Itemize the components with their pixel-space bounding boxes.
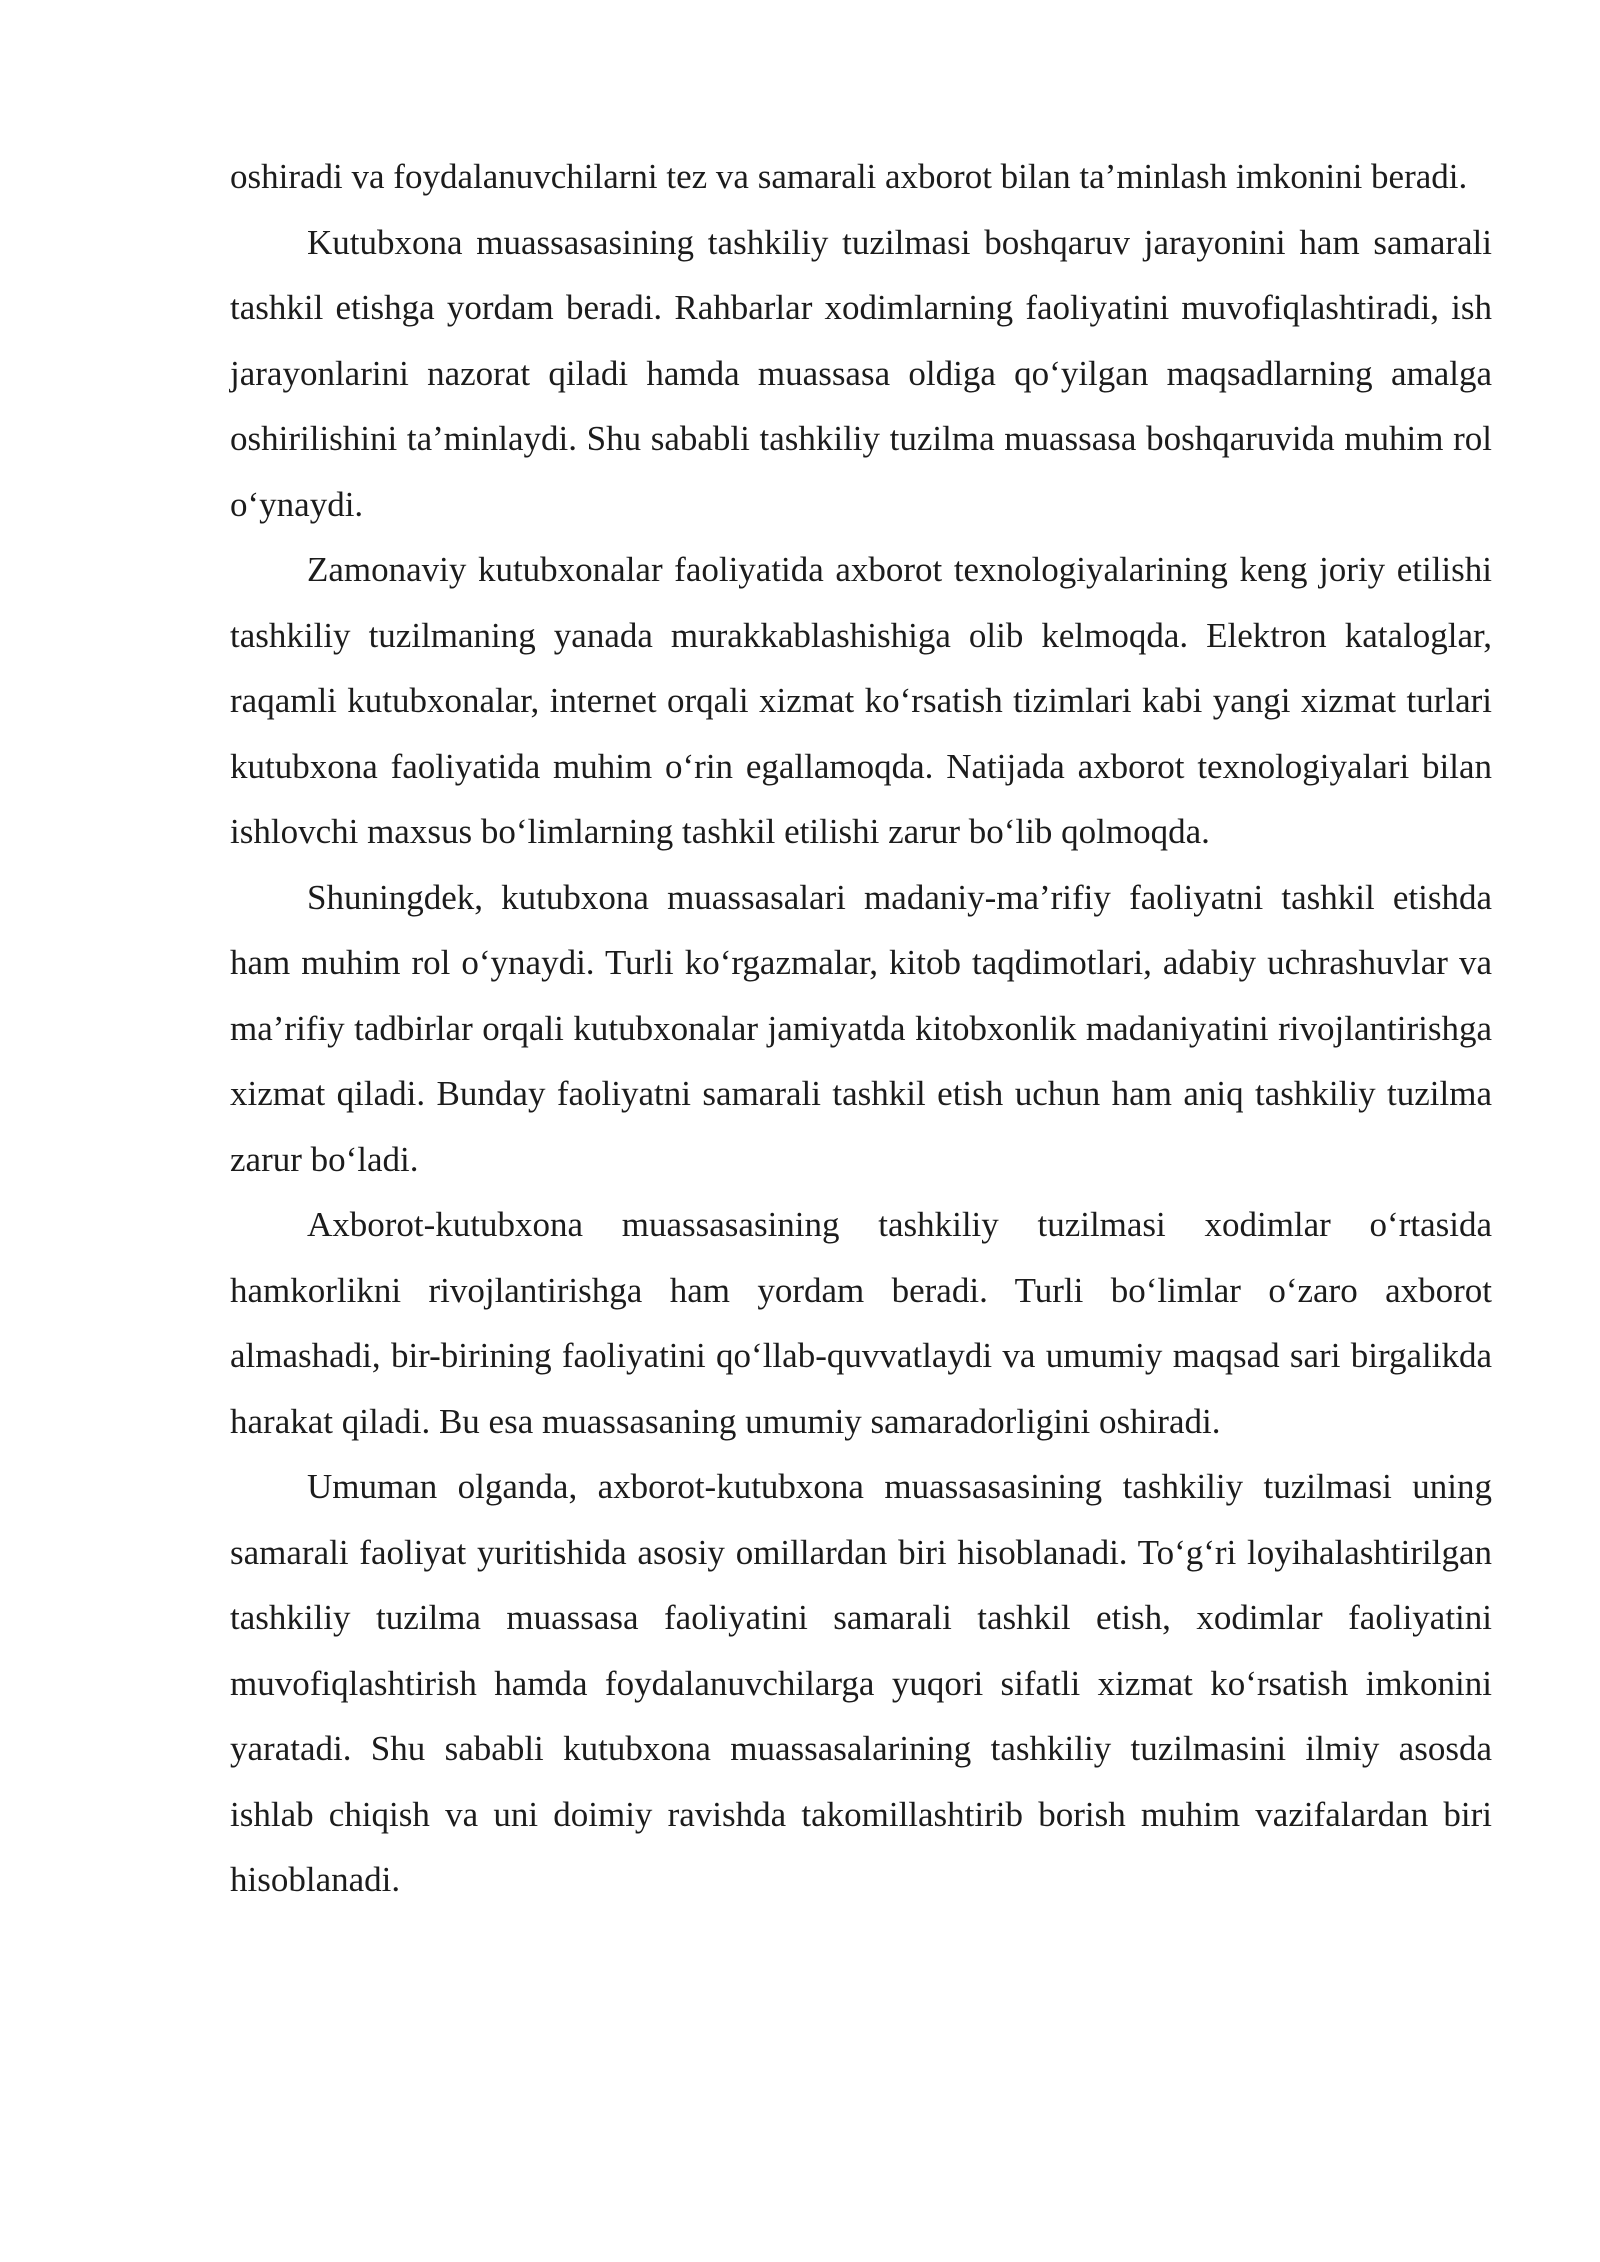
paragraph-cultural: Shuningdek, kutubxona muassasalari madaniy-ma’rifiy faoliyatni tashkil etishda ham muhim rol oʻynaydi. Turli koʻrgazmalar, kitob taqdimotlari, adabiy uchrashuvlar va ma’rifiy tadbirlar orqali kutubxonalar jamiyatda kitobxonlik madaniyatini rivojlantirishga xizmat qiladi. Bunday faoliyatni samarali tashkil etish uchun ham aniq tashkiliy tuzilma zarur boʻladi. [230,877,1492,1179]
document-page [230,144,1492,1913]
paragraph-management: Kutubxona muassasasining tashkiliy tuzilmasi boshqaruv jarayonini ham samarali tashkil etishga yordam beradi. Rahbarlar xodimlarning faoliyatini muvofiqlashtiradi, ish jarayonlarini nazorat qiladi hamda muassasa oldiga qoʻyilgan maqsadlarning amalga oshirilishini ta’minlaydi. Shu sababli tashkiliy tuzilma muassasa boshqaruvida muhim rol oʻynaydi. [230,222,1492,524]
paragraph-technology: Zamonaviy kutubxonalar faoliyatida axborot texnologiyalarining keng joriy etilishi tashkiliy tuzilmaning yanada murakkablashishiga olib kelmoqda. Elektron kataloglar, raqamli kutubxonalar, internet orqali xizmat koʻrsatish tizimlari kabi yangi xizmat turlari kutubxona faoliyatida muhim oʻrin egallamoqda. Natijada axborot texnologiyalari bilan ishlovchi maxsus boʻlimlarning tashkil etilishi zarur boʻlib qolmoqda. [230,550,1492,851]
paragraph-cooperation: Axborot-kutubxona muassasasining tashkiliy tuzilmasi xodimlar oʻrtasida hamkorlikni rivojlantirishga ham yordam beradi. Turli boʻlimlar oʻzaro axborot almashadi, bir-birining faoliyatini qoʻllab-quvvatlaydi va umumiy maqsad sari birgalikda harakat qiladi. Bu esa muassasaning umumiy samaradorligini oshiradi. [230,1205,1492,1441]
paragraph-conclusion: Umuman olganda, axborot-kutubxona muassasasining tashkiliy tuzilmasi uning samarali faoliyat yuritishida asosiy omillardan biri hisoblanadi. Toʻgʻri loyihalashtirilgan tashkiliy tuzilma muassasa faoliyatini samarali tashkil etish, xodimlar faoliyatini muvofiqlashtirish hamda foydalanuvchilarga yuqori sifatli xizmat koʻrsatish imkonini yaratadi. Shu sababli kutubxona muassasalarining tashkiliy tuzilmasini ilmiy asosda ishlab chiqish va uni doimiy ravishda takomillashtirib borish muhim vazifalardan biri hisoblanadi. [230,1467,1492,1899]
paragraph-continuation: oshiradi va foydalanuvchilarni tez va samarali axborot bilan ta’minlash imkonini beradi. [230,157,1468,196]
